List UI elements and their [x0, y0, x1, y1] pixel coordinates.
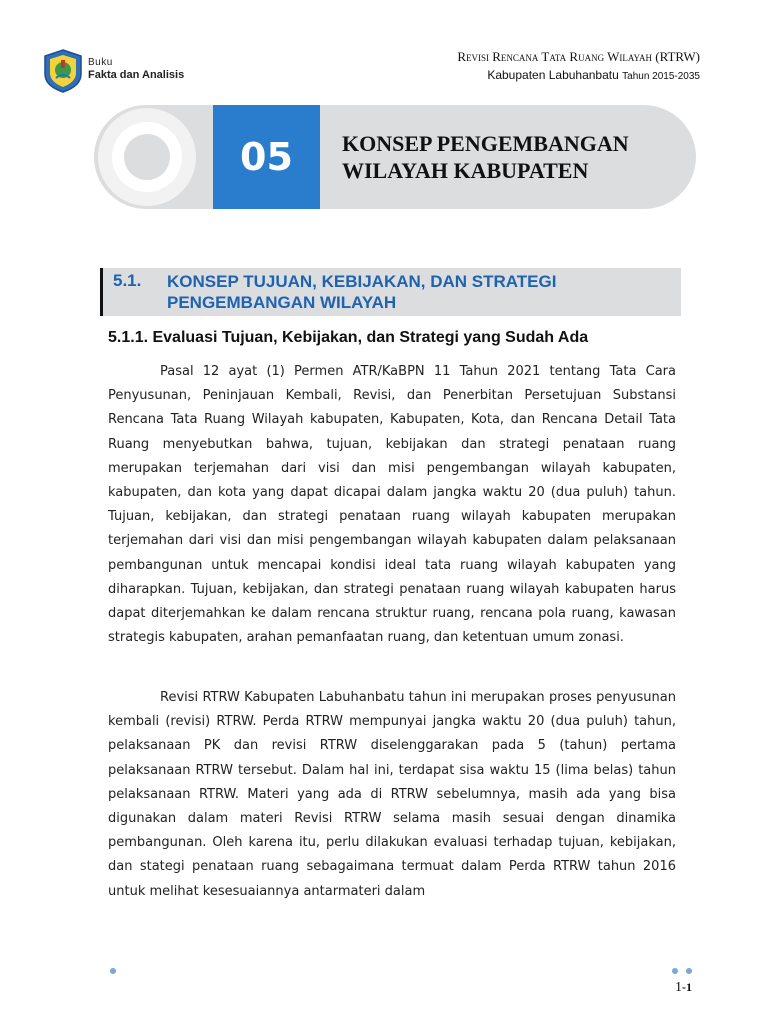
- page-number: [675, 980, 692, 996]
- subsection-heading: 5.1.1. Evaluasi Tujuan, Kebijakan, dan Strategi yang Sudah Ada: [108, 329, 589, 346]
- chapter-title: [342, 130, 629, 184]
- section-title: [167, 271, 556, 313]
- footer-dot-left: [110, 968, 116, 974]
- section-number: 5.1.: [113, 271, 142, 290]
- chapter-title-line1: KONSEP PENGEMBANGAN: [342, 131, 629, 156]
- document-title: [457, 48, 700, 86]
- book-label-line1: Buku: [88, 57, 113, 68]
- book-label-line2: Fakta dan Analisis: [88, 69, 185, 81]
- section-title-line2: PENGEMBANGAN WILAYAH: [167, 293, 397, 312]
- book-label: [88, 56, 184, 82]
- chapter-ring-center: [124, 134, 170, 180]
- footer-dot-right-1: [672, 968, 678, 974]
- document-title-line1: Revisi Rencana Tata Ruang Wilayah (RTRW): [457, 49, 700, 64]
- body-paragraph-1: Pasal 12 ayat (1) Permen ATR/KaBPN 11 Tahun 2021 tentang Tata Cara Penyusunan, Peninjauan Kembali, Revisi, dan Penerbitan Persetujuan Substansi Rencana Tata Ruang Wilayah kabupaten, Kabupaten, Kota, dan Rencana Detail Tata Ruang menyebutkan bahwa, tujuan, kebijakan dan strategi penataan ruang merupakan terjemahan dari visi dan misi pengembangan wilayah kabupaten, kabupaten, dan kota yang dapat dicapai dalam jangka waktu 20 (dua puluh) tahun. Tujuan, kebijakan, dan strategi penataan ruang wilayah kabupaten merupakan terjemahan dari visi dan misi pengembangan wilayah kabupaten dalam pelaksanaan pembangunan untuk mencapai kondisi ideal tata ruang wilayah kabupaten yang diharapkan. Tujuan, kebijakan, dan strategi penataan ruang wilayah kabupaten harus dapat diterjemahkan ke dalam rencana struktur ruang, rencana pola ruang, kawasan strategis kabupaten, arahan pemanfaatan ruang, dan ketentuan umum zonasi.: [108, 364, 676, 646]
- body-paragraph-2: Revisi RTRW Kabupaten Labuhanbatu tahun ini merupakan proses penyusunan kembali (revisi) RTRW. Perda RTRW mempunyai jangka waktu 20 (dua puluh) tahun, pelaksanaan PK dan revisi RTRW diselenggarakan pada 5 (tahun) pertama pelaksanaan RTRW tersebut. Dalam hal ini, terdapat sisa waktu 15 (lima belas) tahun pelaksanaan RTRW. Materi yang ada di RTRW sebelumnya, masih ada yang bisa digunakan dalam materi Revisi RTRW selama masih sesuai dengan dinamika pembangunan. Oleh karena itu, perlu dilakukan evaluasi terhadap tujuan, kebijakan, dan stategi penataan ruang sebagaimana termuat dalam Perda RTRW tahun 2016 untuk melihat kesesuaiannya antarmateri dalam: [108, 690, 676, 899]
- document-title-line2: [457, 66, 700, 86]
- chapter-number-box: [213, 105, 320, 209]
- document-title-year: Tahun 2015-2035: [622, 71, 700, 82]
- page-number-chapter: 1: [675, 980, 682, 995]
- document-title-region: Kabupaten Labuhanbatu: [487, 68, 619, 82]
- chapter-title-line2: WILAYAH KABUPATEN: [342, 158, 589, 183]
- section-heading: [100, 268, 681, 316]
- kabupaten-emblem-logo: [42, 48, 84, 94]
- chapter-number: 05: [240, 135, 293, 179]
- page-number-page: -1: [682, 980, 692, 994]
- section-title-line1: KONSEP TUJUAN, KEBIJAKAN, DAN STRATEGI: [167, 272, 557, 291]
- footer-dot-right-2: [686, 968, 692, 974]
